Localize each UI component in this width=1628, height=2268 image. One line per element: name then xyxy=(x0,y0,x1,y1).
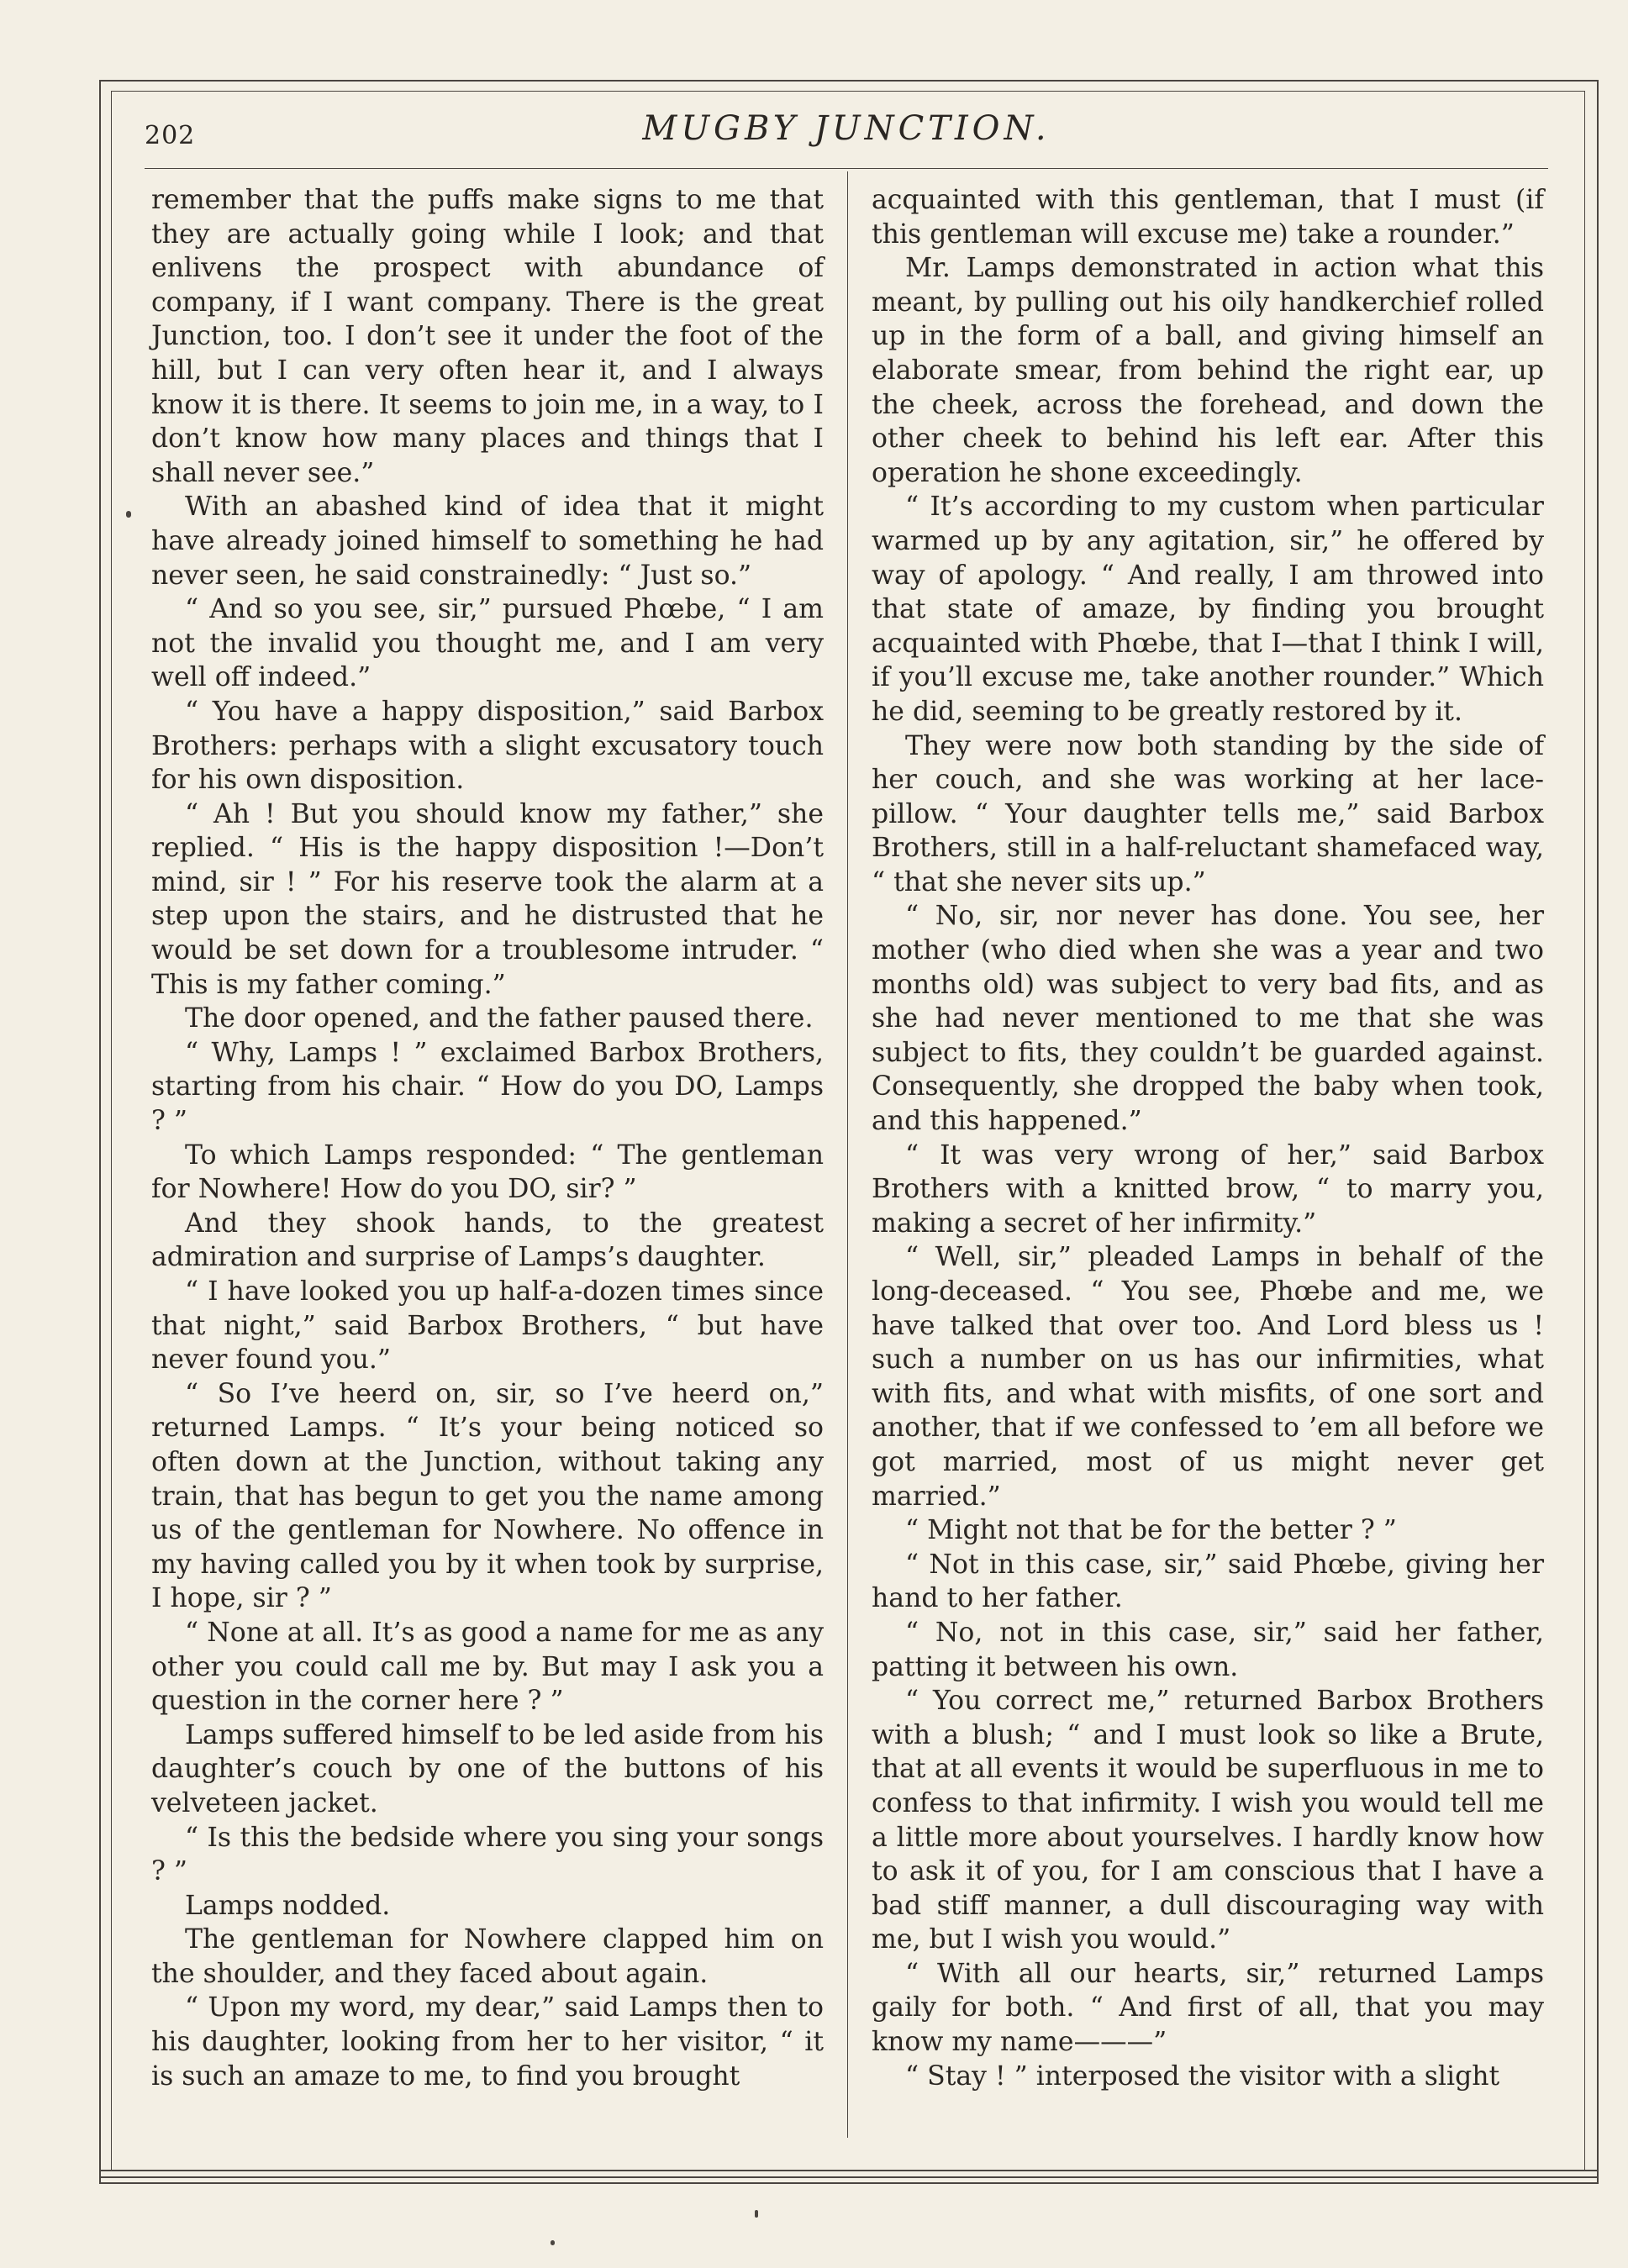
paragraph: “ I have looked you up half-a-dozen times since that night,” said Barbox Brothers, “ but have never found you.” xyxy=(151,1276,824,1376)
paragraph: With an abashed kind of idea that it might have already joined himself to something he had never seen, he said constrainedly: “ Just so.” xyxy=(151,492,824,591)
paragraph: “ Why, Lamps ! ” exclaimed Barbox Brothers, starting from his chair. “ How do you DO, Lamps ? ” xyxy=(151,1037,824,1137)
left-column xyxy=(151,183,824,2093)
paragraph: “ You have a happy disposition,” said Barbox Brothers: perhaps with a slight excusatory touch for his own disposition. xyxy=(151,696,824,796)
paragraph: acquainted with this gentleman, that I must (if this gentleman will excuse me) take a rounder.” xyxy=(872,185,1544,250)
paragraph: “ No, sir, nor never has done. You see, her mother (who died when she was a year and two months old) was subject to very bad fits, and as she had never mentioned to me that she was subject to fits, they couldn’t be guarded against. Consequently, she dropped the baby when took, and this happened.” xyxy=(872,901,1544,1137)
page-header xyxy=(145,109,1548,160)
paragraph: “ It’s according to my custom when particular warmed up by any agitation, sir,” he offered by way of apology. “ And really, I am throwed into that state of amaze, by finding you brought acquainted with Phœbe, that I—that I think I will, if you’ll excuse me, take another rounder.” Which he did, seeming to be greatly restored by it. xyxy=(872,492,1544,727)
paragraph: “ And so you see, sir,” pursued Phœbe, “ I am not the invalid you thought me, and I am very well off indeed.” xyxy=(151,594,824,693)
header-rule xyxy=(145,168,1548,169)
paragraph: The gentleman for Nowhere clapped him on the shoulder, and they faced about again. xyxy=(151,1924,824,1989)
paragraph: They were now both standing by the side of her couch, and she was working at her lace-pillow. “ Your daughter tells me,” said Barbox Brothers, still in a half-reluctant shamefaced way, “ that she never sits up.” xyxy=(872,730,1544,897)
paragraph: remember that the puffs make signs to me that they are actually going while I look; and that enlivens the prospect with abundance of company, if I want company. There is the great Junction, too. I don’t see it under the foot of the hill, but I can very often hear it, and I always know it is there. It seems to join me, in a way, to I don’t know how many places and things that I shall never see.” xyxy=(151,185,824,488)
paragraph: “ So I’ve heerd on, sir, so I’ve heerd on,” returned Lamps. “ It’s your being noticed so often down at the Junction, without taking any train, that has begun to get you the name among us of the gentleman for Nowhere. No offence in my having called you by it when took by surprise, I hope, sir ? ” xyxy=(151,1378,824,1614)
paragraph: Mr. Lamps demonstrated in action what this meant, by pulling out his oily handkerchief rolled up in the form of a ball, and giving himself an elaborate smear, from behind the right ear, up the cheek, across the forehead, and down the other cheek to behind his left ear. After this operation he shone exceedingly. xyxy=(872,253,1544,488)
paragraph: “ None at all. It’s as good a name for me as any other you could call me by. But may I ask you a question in the corner here ? ” xyxy=(151,1617,824,1717)
paragraph: “ Stay ! ” interposed the visitor with a slight xyxy=(905,2060,1500,2092)
paragraph: “ Might not that be for the better ? ” xyxy=(905,1515,1397,1546)
paragraph: The door opened, and the father paused there. xyxy=(185,1003,814,1034)
column-divider xyxy=(847,171,848,2138)
paragraph: Lamps nodded. xyxy=(185,1890,391,1921)
paragraph: “ Is this the bedside where you sing your songs ? ” xyxy=(151,1822,824,1887)
paragraph: And they shook hands, to the greatest admiration and surprise of Lamps’s daughter. xyxy=(151,1208,824,1273)
paragraph: Lamps suffered himself to be led aside from his daughter’s couch by one of the buttons of his velveteen jacket. xyxy=(151,1719,824,1818)
paragraph: “ No, not in this case, sir,” said her father, patting it between his own. xyxy=(872,1617,1544,1682)
bottom-rule-1 xyxy=(99,2170,1599,2171)
paragraph: To which Lamps responded: “ The gentleman for Nowhere! How do you DO, sir? ” xyxy=(151,1139,824,1205)
paragraph: “ Well, sir,” pleaded Lamps in behalf of the long-deceased. “ You see, Phœbe and me, we have talked that over too. And Lord bless us ! such a number on us has our infirmities, what with fits, and what with misfits, of one sort and another, that if we confessed to ’em all before we got married, most of us might never get married.” xyxy=(872,1242,1544,1512)
right-column xyxy=(872,183,1544,2093)
paragraph: “ You correct me,” returned Barbox Brothers with a blush; “ and I must look so like a Brute, that at all events it would be superfluous in me to confess to that infirmity. I wish you would tell me a little more about yourselves. I hardly know how to ask it of you, for I am conscious that I have a bad stiff manner, a dull discouraging way with me, but I wish you would.” xyxy=(872,1686,1544,1955)
paragraph: “ Not in this case, sir,” said Phœbe, giving her hand to her father. xyxy=(872,1549,1544,1614)
ink-speck xyxy=(551,2240,555,2245)
paragraph: “ It was very wrong of her,” said Barbox Brothers with a knitted brow, “ to marry you, making a secret of her infirmity.” xyxy=(872,1139,1544,1239)
paragraph: “ Upon my word, my dear,” said Lamps then to his daughter, looking from her to her visitor, “ it is such an amaze to me, to find you brought xyxy=(151,1992,824,2092)
bottom-rule-2 xyxy=(99,2176,1599,2178)
running-title: MUGBY JUNCTION. xyxy=(642,109,1051,148)
ink-speck xyxy=(126,511,131,518)
ink-speck xyxy=(755,2210,758,2218)
paragraph: “ With all our hearts, sir,” returned Lamps gaily for both. “ And first of all, that you may know my name———” xyxy=(872,1958,1544,2058)
page-number: 202 xyxy=(145,121,196,150)
paragraph: “ Ah ! But you should know my father,” she replied. “ His is the happy disposition !—Don’t mind, sir ! ” For his reserve took the alarm at a step upon the stairs, and he distrusted that he would be set down for a troublesome intruder. “ This is my father coming.” xyxy=(151,798,824,1000)
